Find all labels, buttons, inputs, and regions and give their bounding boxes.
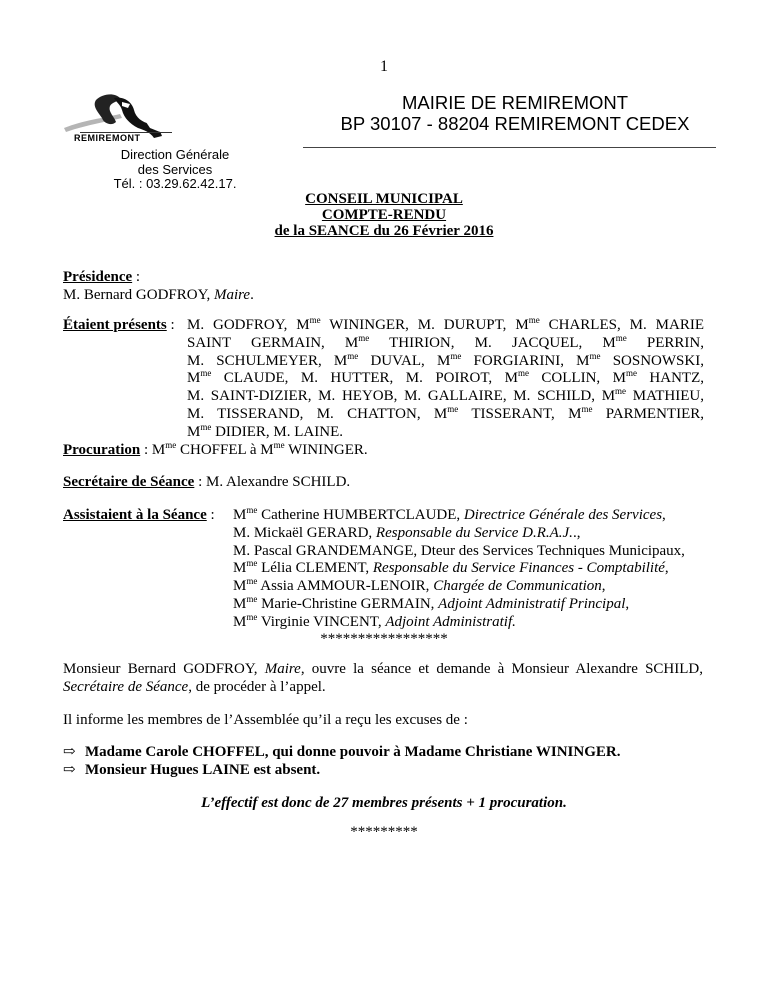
page-number: 1 bbox=[380, 58, 388, 75]
excuse-item: ⇨ Monsieur Hugues LAINE est absent. bbox=[63, 761, 321, 778]
presents-line-5: M. SAINT-DIZIER, M. HEYOB, M. GALLAIRE, M. SCHILD, $M^{me}$ MATHIEU, bbox=[187, 386, 704, 405]
title-line-1: CONSEIL MUNICIPAL bbox=[305, 191, 463, 207]
remiremont-logo bbox=[62, 92, 174, 148]
president-role: Maire bbox=[213, 286, 251, 303]
procuration-section: Procuration : $M^{me}$ CHOFFEL à $M^{me}$ WININGER. bbox=[63, 440, 368, 458]
presents-line-6: M. TISSERAND, M. CHATTON, $M^{me}$ TISSERANT, $M^{me}$ PARMENTIER, bbox=[187, 403, 704, 422]
procuration-label: Procuration bbox=[63, 442, 141, 458]
intro-paragraph: Monsieur Bernard GODFROY, Maire, ouvre la séance et demande à Monsieur Alexandre SCHILD, Secrétaire de Séance, de procéder à l’appel. bbox=[63, 661, 703, 695]
presidence-section bbox=[63, 269, 713, 305]
title-line-3: de la SEANCE du 26 Février 2016 bbox=[274, 223, 494, 239]
assistants-list bbox=[233, 507, 713, 632]
presents-line-2: SAINT GERMAIN, $M^{me}$ THIRION, M. JACQUEL, $M^{me}$ PERRIN, bbox=[187, 332, 704, 351]
document-title bbox=[0, 191, 768, 239]
arrow-right-icon: ⇨ bbox=[63, 761, 76, 778]
assistants-label: Assistaient à la Séance bbox=[63, 507, 207, 523]
presents-list bbox=[187, 317, 704, 442]
dept-line-2: des Services bbox=[137, 161, 213, 177]
department-block bbox=[100, 148, 250, 192]
org-name: MAIRIE DE REMIREMONT bbox=[401, 92, 629, 113]
secretaire-label: Secrétaire de Séance bbox=[63, 474, 195, 490]
excuse-item: ⇨ Madame Carole CHOFFEL, qui donne pouvoir à Madame Christiane WININGER. bbox=[63, 744, 621, 760]
assistant-7: $M^{me}$ Virginie VINCENT, Adjoint Administratif. bbox=[233, 611, 516, 630]
logo-text: REMIREMONT bbox=[74, 133, 141, 143]
assistant-4: $M^{me}$ Lélia CLEMENT, Responsable du Service Finances - Comptabilité, bbox=[233, 558, 669, 577]
president-name: M. Bernard GODFROY, bbox=[63, 286, 214, 303]
presidence-sep: : bbox=[132, 269, 141, 285]
assistant-5: $M^{me}$ Assia AMMOUR-LENOIR, Chargée de Communication, bbox=[233, 576, 606, 595]
org-postal-address: BP 30107 - 88204 REMIREMONT CEDEX bbox=[340, 113, 690, 134]
organization-address bbox=[310, 92, 720, 134]
separator-stars-end: ********* bbox=[350, 824, 418, 840]
presidence-end: . bbox=[250, 286, 254, 303]
assistant-1: $M^{me}$ Catherine HUMBERTCLAUDE, Directrice Générale des Services, bbox=[233, 505, 666, 523]
header-divider bbox=[303, 147, 716, 148]
attendance-summary: L’effectif est donc de 27 membres présents + 1 procuration. bbox=[201, 795, 567, 811]
presents-line-4: $M^{me}$ CLAUDE, M. HUTTER, M. POIROT, $M^{me}$ COLLIN, $M^{me}$ HANTZ, bbox=[187, 368, 705, 387]
assistant-3: M. Pascal GRANDEMANGE, Dteur des Services Techniques Municipaux, bbox=[233, 542, 685, 559]
excuses-intro: Il informe les membres de l’Assemblée qu’il a reçu les excuses de : bbox=[63, 712, 468, 728]
assistants-label-block: Assistaient à la Séance : bbox=[63, 507, 215, 523]
title-line-2: COMPTE-RENDU bbox=[321, 207, 447, 223]
separator-stars: ***************** bbox=[320, 631, 448, 647]
secretaire-name: : M. Alexandre SCHILD. bbox=[194, 474, 351, 490]
presents-label: Étaient présents bbox=[63, 317, 167, 333]
presents-line-7: $M^{me}$ DIDIER, M. LAINE. bbox=[187, 421, 343, 440]
assistant-2: M. Mickaël GERARD, Responsable du Service D.R.A.J.., bbox=[233, 524, 581, 541]
dept-phone: Tél. : 03.29.62.42.17. bbox=[113, 176, 237, 191]
assistant-6: $M^{me}$ Marie-Christine GERMAIN, Adjoint Administratif Principal, bbox=[233, 593, 630, 612]
presents-line-3: M. SCHULMEYER, $M^{me}$ DUVAL, $M^{me}$ FORGIARINI, $M^{me}$ SOSNOWSKI, bbox=[187, 350, 704, 369]
presents-label-block bbox=[63, 317, 175, 335]
excuses-list bbox=[63, 744, 713, 780]
secretaire-section bbox=[63, 474, 713, 492]
presents-sep: : bbox=[166, 317, 175, 333]
dept-line-1: Direction Générale bbox=[120, 147, 230, 162]
presidence-label: Présidence bbox=[63, 269, 133, 285]
presents-line-1: M. GODFROY, $M^{me}$ WININGER, M. DURUPT, $M^{me}$ CHARLES, M. MARIE bbox=[187, 315, 704, 333]
arrow-right-icon: ⇨ bbox=[63, 744, 76, 760]
